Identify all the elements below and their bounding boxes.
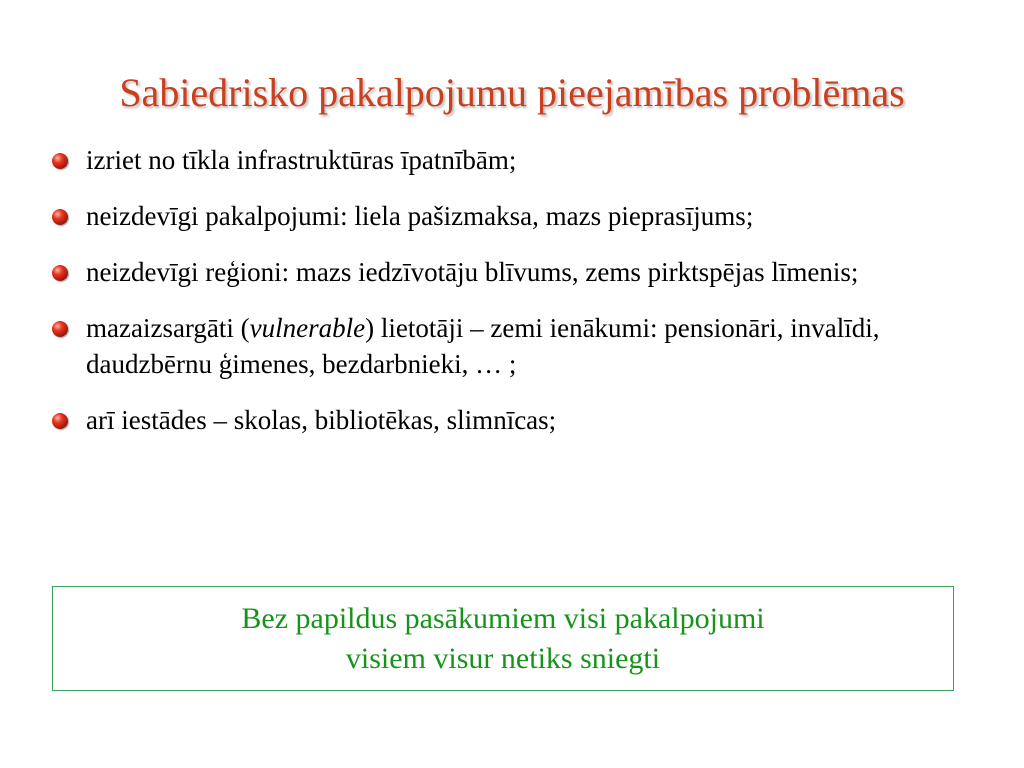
bullet-item [48,198,978,234]
bullet-item [48,310,978,382]
red-sphere-bullet-icon [52,321,68,337]
bullet-text-before: mazaizsargāti ( [86,313,250,343]
bullet-text: neizdevīgi pakalpojumi: liela pašizmaksa, mazs pieprasījums; [86,201,754,231]
red-sphere-bullet-icon [52,265,68,281]
bullet-text: arī iestādes – skolas, bibliotēkas, slimnīcas; [86,405,557,435]
red-sphere-bullet-icon [52,413,68,429]
bullet-text-after: ) lietotāji – zemi ienākumi: pensionāri, invalīdi, daudzbērnu ģimenes, bezdarbnieki, … ; [86,313,880,379]
bullet-text: izriet no tīkla infrastruktūras īpatnībām; [86,145,517,175]
conclusion-box [52,586,954,691]
bullet-text: neizdevīgi reģioni: mazs iedzīvotāju blīvums, zems pirktspējas līmenis; [86,257,859,287]
bullet-item [48,254,978,290]
bullet-list [48,142,978,458]
red-sphere-bullet-icon [52,153,68,169]
bullet-item [48,402,978,438]
red-sphere-bullet-icon [52,209,68,225]
bullet-item [48,142,978,178]
bullet-emphasis: vulnerable [249,313,366,343]
slide-title: Sabiedrisko pakalpojumu pieejamības problēmas [119,70,905,115]
conclusion-line-1: Bez papildus pasākumiem visi pakalpojumi [241,602,765,635]
conclusion-line-2: visiem visur netiks sniegti [345,642,661,675]
